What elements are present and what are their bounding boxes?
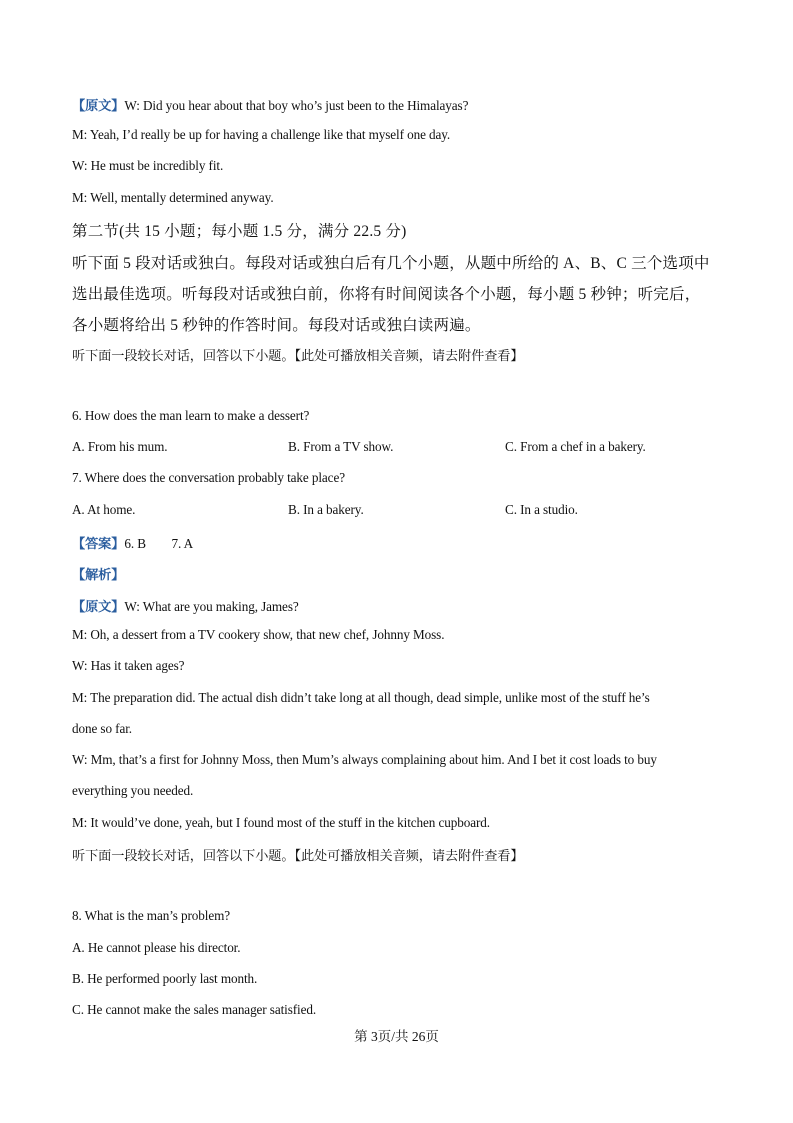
question-stem: 8. What is the man’s problem? (72, 908, 231, 923)
instruction-line: 选出最佳选项。听每段对话或独白前，你将有时间阅读各个小题，每小题 5 秒钟；听完后， (72, 286, 701, 303)
original-text-tag: 【原文】 (72, 599, 125, 614)
analysis-tag: 【解析】 (72, 567, 125, 582)
answer-line: 【答案】6. B 7. A (72, 536, 194, 551)
option-b: B. From a TV show. (288, 439, 394, 454)
option-a: A. He cannot please his director. (72, 940, 241, 955)
option-c: C. He cannot make the sales manager satisfied. (72, 1002, 317, 1017)
transcript-line: W: Mm, that’s a first for Johnny Moss, then Mum’s always complaining about him. And I bet it cost loads to buy (72, 752, 657, 767)
option-a: A. From his mum. (72, 439, 168, 454)
option-c: C. From a chef in a bakery. (505, 439, 646, 454)
original-text-tag: 【原文】 (72, 98, 125, 113)
transcript-line: W: Has it taken ages? (72, 658, 185, 673)
transcript-line: done so far. (72, 721, 132, 736)
question-stem: 6. How does the man learn to make a dessert? (72, 408, 310, 423)
transcript-line: M: Well, mentally determined anyway. (72, 190, 274, 205)
listen-prompt: 听下面一段较长对话，回答以下小题。【此处可播放相关音频，请去附件查看】 (72, 348, 524, 363)
question-stem: 7. Where does the conversation probably take place? (72, 470, 345, 485)
transcript-line: M: Oh, a dessert from a TV cookery show, that new chef, Johnny Moss. (72, 627, 445, 642)
analysis-line (72, 564, 124, 583)
answer-tag: 【答案】 (72, 536, 125, 551)
option-c: C. In a studio. (505, 502, 578, 517)
option-a: A. At home. (72, 502, 136, 517)
transcript-line: W: He must be incredibly fit. (72, 158, 224, 173)
listen-prompt: 听下面一段较长对话，回答以下小题。【此处可播放相关音频，请去附件查看】 (72, 848, 524, 863)
transcript-line: M: Yeah, I’d really be up for having a challenge like that myself one day. (72, 127, 451, 142)
transcript-line: everything you needed. (72, 783, 194, 798)
transcript-line: M: The preparation did. The actual dish didn’t take long at all though, dead simple, unlike most of the stuff he’s (72, 690, 650, 705)
option-b: B. He performed poorly last month. (72, 971, 258, 986)
transcript-line: 【原文】W: Did you hear about that boy who’s just been to the Himalayas? (72, 98, 469, 113)
page-number-footer: 第 3页/共 26页 (354, 1029, 439, 1044)
section-heading: 第二节(共 15 小题；每小题 1.5 分，满分 22.5 分) (72, 223, 407, 240)
transcript-line: M: It would’ve done, yeah, but I found most of the stuff in the kitchen cupboard. (72, 815, 490, 830)
instruction-line: 各小题将给出 5 秒钟的作答时间。每段对话或独白读两遍。 (72, 317, 481, 334)
option-b: B. In a bakery. (288, 502, 364, 517)
transcript-line: 【原文】W: What are you making, James? (72, 599, 299, 614)
instruction-line: 听下面 5 段对话或独白。每段对话或独白后有几个小题，从题中所给的 A、B、C 三个选项中 (72, 255, 710, 272)
